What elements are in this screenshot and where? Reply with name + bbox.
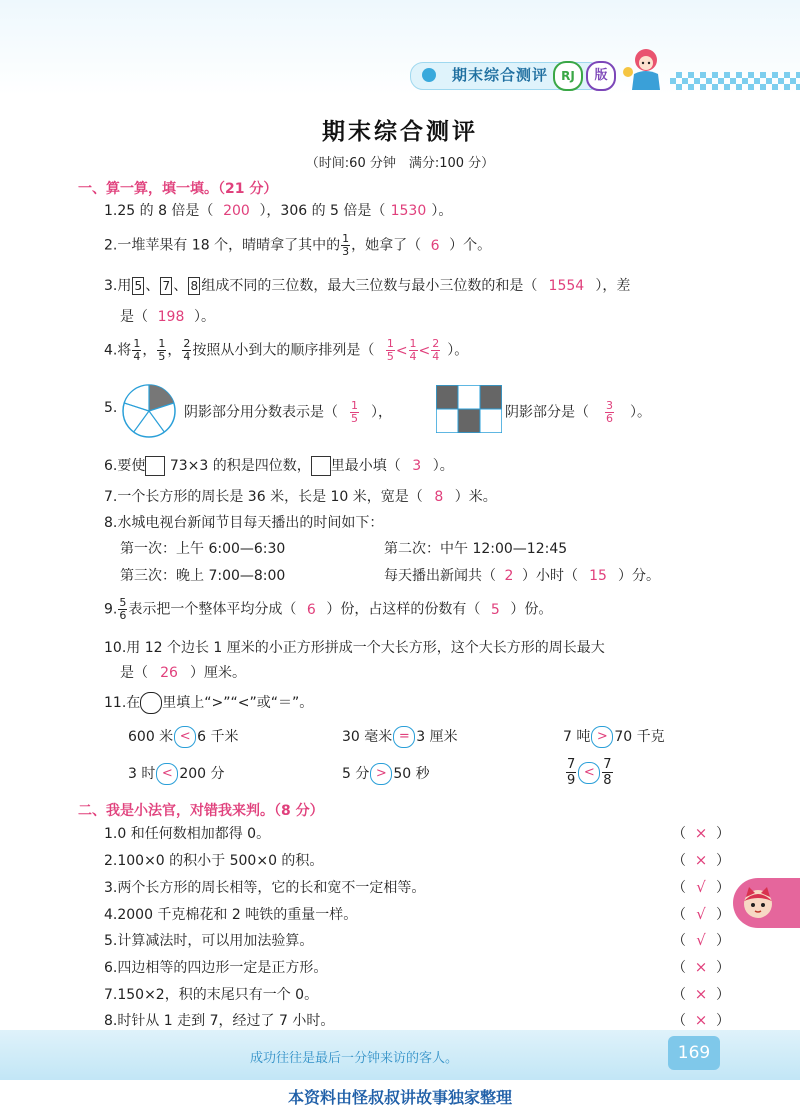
c2-sign: = [393, 726, 415, 748]
paren-open: （ [672, 907, 686, 923]
q4-text-a: 4.将 [104, 342, 132, 359]
q5-a2-num: 3 [606, 399, 613, 412]
credit-line: 本资料由怪叔叔讲故事独家整理 [287, 1088, 512, 1107]
q4-ans-frac-1 [386, 338, 395, 363]
q5-answer-1 [350, 400, 359, 425]
judge-item-mark [672, 823, 730, 843]
q8-text-b: 每天播出新闻共（ [384, 568, 496, 584]
q4-a2-den: 4 [409, 350, 417, 363]
judge-item [104, 850, 730, 870]
q1-text-c: ）。 [431, 203, 453, 219]
q9-frac-num: 5 [119, 596, 127, 609]
q4-f2-num: 1 [158, 337, 166, 350]
q5-a2-den: 6 [606, 412, 613, 425]
q3-digit-card-2: 7 [160, 277, 172, 295]
rj-badge: RJ [553, 61, 583, 91]
q6-text-d: ）。 [432, 458, 454, 474]
paren-open: （ [672, 853, 686, 869]
question-10-cont [120, 662, 246, 682]
paren-close: ） [716, 853, 730, 869]
q5-text-c: ）， [371, 404, 392, 421]
question-10: 10.用 12 个边长 1 厘米的小正方形拼成一个大长方形，这个大长方形的周长最大 [104, 640, 605, 656]
judge-item-mark [672, 1010, 730, 1030]
judge-answer: × [694, 1011, 708, 1029]
judge-item [104, 984, 730, 1004]
question-7 [104, 486, 497, 506]
q5-a1-num: 1 [351, 399, 358, 412]
q3-answer-2: 198 [157, 309, 185, 325]
q9-answer-2: 5 [490, 601, 500, 618]
paren-open: （ [672, 880, 686, 896]
q7-text-b: ）米。 [454, 489, 497, 505]
paren-close: ） [716, 907, 730, 923]
q3-answer-1: 1554 [548, 278, 585, 294]
q4-a2-num: 1 [409, 337, 417, 350]
q8-time-1: 第一次：上午 6:00—6:30 [120, 541, 286, 557]
c5-right: 50 秒 [393, 766, 430, 782]
q4-ans-frac-3 [431, 338, 440, 363]
c6-left-num: 7 [567, 757, 576, 772]
girl-mascot-icon [620, 44, 668, 94]
q4-f1-num: 1 [133, 337, 141, 350]
q8-time-2: 第二次：中午 12:00—12:45 [384, 541, 568, 557]
q7-text-a: 7.一个长方形的周长是 36 米，长是 10 米，宽是（ [104, 489, 423, 505]
paren-open: （ [672, 1013, 686, 1029]
question-3: 3.用 5 、 7 、 8 组成不同的三位数，最大三位数与最小三位数的和是（ 1554 ），差 [104, 278, 631, 294]
paren-close: ） [716, 880, 730, 896]
judge-item-mark [672, 850, 730, 870]
q8-text-d: ）分。 [618, 568, 660, 584]
paren-close: ） [716, 933, 730, 949]
header-dot-icon [422, 68, 436, 82]
q1-answer-2: 1530 [390, 203, 427, 219]
q6-text-c: 里最小填（ [330, 458, 401, 474]
q4-f2-den: 5 [158, 350, 166, 363]
question-3-cont [120, 306, 215, 326]
compare-6 [565, 757, 614, 788]
compare-5 [342, 763, 430, 785]
q2-fraction [341, 233, 350, 258]
q4-a3-den: 4 [432, 350, 440, 363]
judge-item-text: 6.四边相等的四边形一定是正方形。 [104, 960, 328, 976]
judge-answer: √ [696, 931, 706, 949]
question-9 [104, 597, 552, 622]
judge-item-mark [672, 904, 730, 924]
q8-answer-2: 15 [589, 568, 607, 584]
q2-text-b: ，她拿了（ [351, 237, 422, 254]
q9-text-b: 表示把一个整体平均分成（ [128, 601, 297, 618]
q4-a1-den: 5 [386, 350, 394, 363]
c6-right-den: 8 [603, 773, 612, 788]
q5-part1 [184, 400, 392, 425]
c1-sign: < [174, 726, 196, 748]
judge-item [104, 904, 730, 924]
pie-circle-diagram [121, 381, 177, 441]
question-11 [104, 692, 313, 714]
c3-right: 70 千克 [614, 729, 665, 745]
q7-answer: 8 [434, 489, 444, 505]
judge-answer: × [694, 958, 708, 976]
q10-text-b: 是（ [120, 665, 148, 681]
q8-time-3: 第三次：晚上 7:00—8:00 [120, 568, 286, 584]
q4-lt-2: < [418, 342, 431, 359]
q1-text-a: 1.25 的 8 倍是（ [104, 203, 214, 219]
q5-text-e: ）。 [630, 404, 651, 421]
c1-left: 600 米 [128, 729, 174, 745]
q5-number: 5. [104, 400, 118, 416]
judge-item-text: 3.两个长方形的周长相等，它的长和宽不一定相等。 [104, 880, 426, 896]
q3-text-d: 是（ [120, 309, 148, 325]
c3-left: 7 吨 [563, 729, 591, 745]
c3-sign: > [591, 726, 613, 748]
q6-answer: 3 [412, 458, 422, 474]
q9-answer-1: 6 [306, 601, 316, 618]
q4-frac-1 [132, 338, 141, 363]
judge-item-text: 1.0 和任何数相加都得 0。 [104, 826, 271, 842]
compare-3 [563, 726, 665, 748]
q1-text-b: ），306 的 5 倍是（ [259, 203, 386, 219]
judge-item-mark [672, 984, 730, 1004]
q10-text-c: ）厘米。 [190, 665, 246, 681]
judge-answer: √ [696, 905, 706, 923]
page-subtitle: （时间:60 分钟 满分:100 分） [305, 156, 495, 171]
c6-left-den: 9 [567, 773, 576, 788]
q4-frac-3 [182, 338, 191, 363]
q3-text-a: 3.用 [104, 278, 132, 294]
judge-item [104, 823, 730, 843]
c6-sign: < [578, 762, 600, 784]
page-number: 169 [668, 1036, 720, 1070]
judge-answer: × [694, 824, 708, 842]
q4-text-c: ）。 [447, 342, 469, 359]
judge-item-text: 2.100×0 的积小于 500×0 的积。 [104, 853, 324, 869]
q2-text-c: ）个。 [449, 237, 492, 254]
c6-left-frac [566, 757, 576, 788]
paren-close: ） [716, 826, 730, 842]
section2-heading: 二、我是小法官，对错我来判。（8 分） [78, 803, 324, 819]
q11-circle-icon [140, 692, 162, 714]
judge-item-mark [672, 930, 730, 950]
q5-a1-den: 5 [351, 412, 358, 425]
q2-answer: 6 [430, 237, 440, 254]
q2-frac-den: 3 [342, 245, 350, 258]
judge-answer: × [694, 851, 708, 869]
compare-1 [128, 726, 239, 748]
compare-4 [128, 763, 225, 785]
q5-answer-2 [605, 400, 614, 425]
c2-right: 3 厘米 [416, 729, 458, 745]
q1-answer-1: 200 [223, 203, 250, 219]
q4-f3-den: 4 [183, 350, 191, 363]
question-1 [104, 200, 452, 220]
q11-text-a: 11.在 [104, 695, 141, 711]
c5-sign: > [370, 763, 392, 785]
q4-f1-den: 4 [133, 350, 141, 363]
c4-sign: < [156, 763, 178, 785]
judge-item-text: 7.150×2，积的末尾只有一个 0。 [104, 987, 319, 1003]
q6-text-a: 6.要使 [104, 458, 146, 474]
q6-text-b: 73×3 的积是四位数， [169, 458, 311, 474]
judge-item [104, 1010, 730, 1030]
paren-close: ） [716, 987, 730, 1003]
judge-item [104, 930, 730, 950]
q6-blank-box [145, 456, 165, 476]
q5-part2 [505, 400, 651, 425]
c5-left: 5 分 [342, 766, 370, 782]
q8-text-c: ）小时（ [522, 568, 578, 584]
question-8: 8.水城电视台新闻节目每天播出的时间如下： [104, 515, 384, 531]
q5-text-d: 阴影部分是（ [505, 404, 589, 421]
paren-open: （ [672, 826, 686, 842]
c4-left: 3 时 [128, 766, 156, 782]
c2-left: 30 毫米 [342, 729, 393, 745]
header-title: 期末综合测评 [452, 66, 549, 84]
q3-text-c: ），差 [595, 278, 631, 294]
paren-close: ） [716, 960, 730, 976]
compare-2 [342, 726, 458, 748]
q3-digit-card-1: 5 [132, 277, 144, 295]
q4-a3-num: 2 [432, 337, 440, 350]
judge-item-text: 8.时针从 1 走到 7，经过了 7 小时。 [104, 1013, 335, 1029]
c4-right: 200 分 [179, 766, 225, 782]
header-checker-pattern [670, 72, 800, 90]
q8-answer-1: 2 [504, 568, 514, 584]
q9-frac-den: 6 [119, 609, 127, 622]
q10-answer: 26 [160, 665, 178, 681]
square-grid-diagram [436, 385, 502, 433]
q3-text-e: ）。 [194, 309, 215, 325]
judge-answer: √ [696, 878, 706, 896]
q9-text-a: 9. [104, 601, 118, 618]
q4-ans-frac-2 [409, 338, 418, 363]
c6-right-num: 7 [603, 757, 612, 772]
q2-frac-num: 1 [342, 232, 350, 245]
ban-badge: 版 [586, 61, 616, 91]
judge-item-mark [672, 877, 730, 897]
q2-text-a: 2.一堆苹果有 18 个，晴晴拿了其中的 [104, 237, 341, 254]
q9-text-d: ）份。 [510, 601, 553, 618]
judge-item-text: 4.2000 千克棉花和 2 吨铁的重量一样。 [104, 907, 358, 923]
q3-digit-card-3: 8 [188, 277, 200, 295]
paren-open: （ [672, 960, 686, 976]
question-6 [104, 455, 454, 476]
q4-a1-num: 1 [386, 337, 394, 350]
judge-item-text: 5.计算减法时，可以用加法验算。 [104, 933, 314, 949]
c6-right-frac [602, 757, 612, 788]
question-4: 4.将 $\frac{1}{4}$ ， $\frac{1}{5}$ ， $\frac{2}{4}$ 按照从小到大的顺序排列是（ $\frac{1}{5}$ < $\frac{1}{4}$ < $\frac{2}{4}$ ）。 [104, 337, 469, 363]
c1-right: 6 千米 [197, 729, 239, 745]
q8-total [384, 565, 660, 585]
judge-item [104, 957, 730, 977]
footer-motto: 成功往往是最后一分钟来访的客人。 [250, 1051, 459, 1066]
q4-frac-2 [157, 338, 166, 363]
judge-item-mark [672, 957, 730, 977]
cat-face-icon [740, 885, 776, 921]
page-title: 期末综合测评 [322, 119, 478, 145]
q3-text-b: 组成不同的三位数，最大三位数与最小三位数的和是（ [201, 278, 538, 294]
paren-open: （ [672, 933, 686, 949]
section1-heading: 一、算一算，填一填。（21 分） [78, 181, 278, 197]
q9-text-c: ）份，占这样的份数有（ [326, 601, 481, 618]
paren-open: （ [672, 987, 686, 1003]
paren-close: ） [716, 1013, 730, 1029]
judge-answer: × [694, 985, 708, 1003]
q4-f3-num: 2 [183, 337, 191, 350]
q9-fraction [118, 597, 127, 622]
judge-item [104, 877, 730, 897]
question-2 [104, 233, 491, 258]
q4-text-b: 按照从小到大的顺序排列是（ [192, 342, 375, 359]
q4-lt-1: < [395, 342, 408, 359]
q4-answer [385, 337, 441, 363]
q6-blank-box-2 [311, 456, 331, 476]
q11-text-b: 里填上“>”“<”或“＝”。 [162, 695, 314, 711]
q5-text-b: 阴影部分用分数表示是（ [184, 404, 338, 421]
